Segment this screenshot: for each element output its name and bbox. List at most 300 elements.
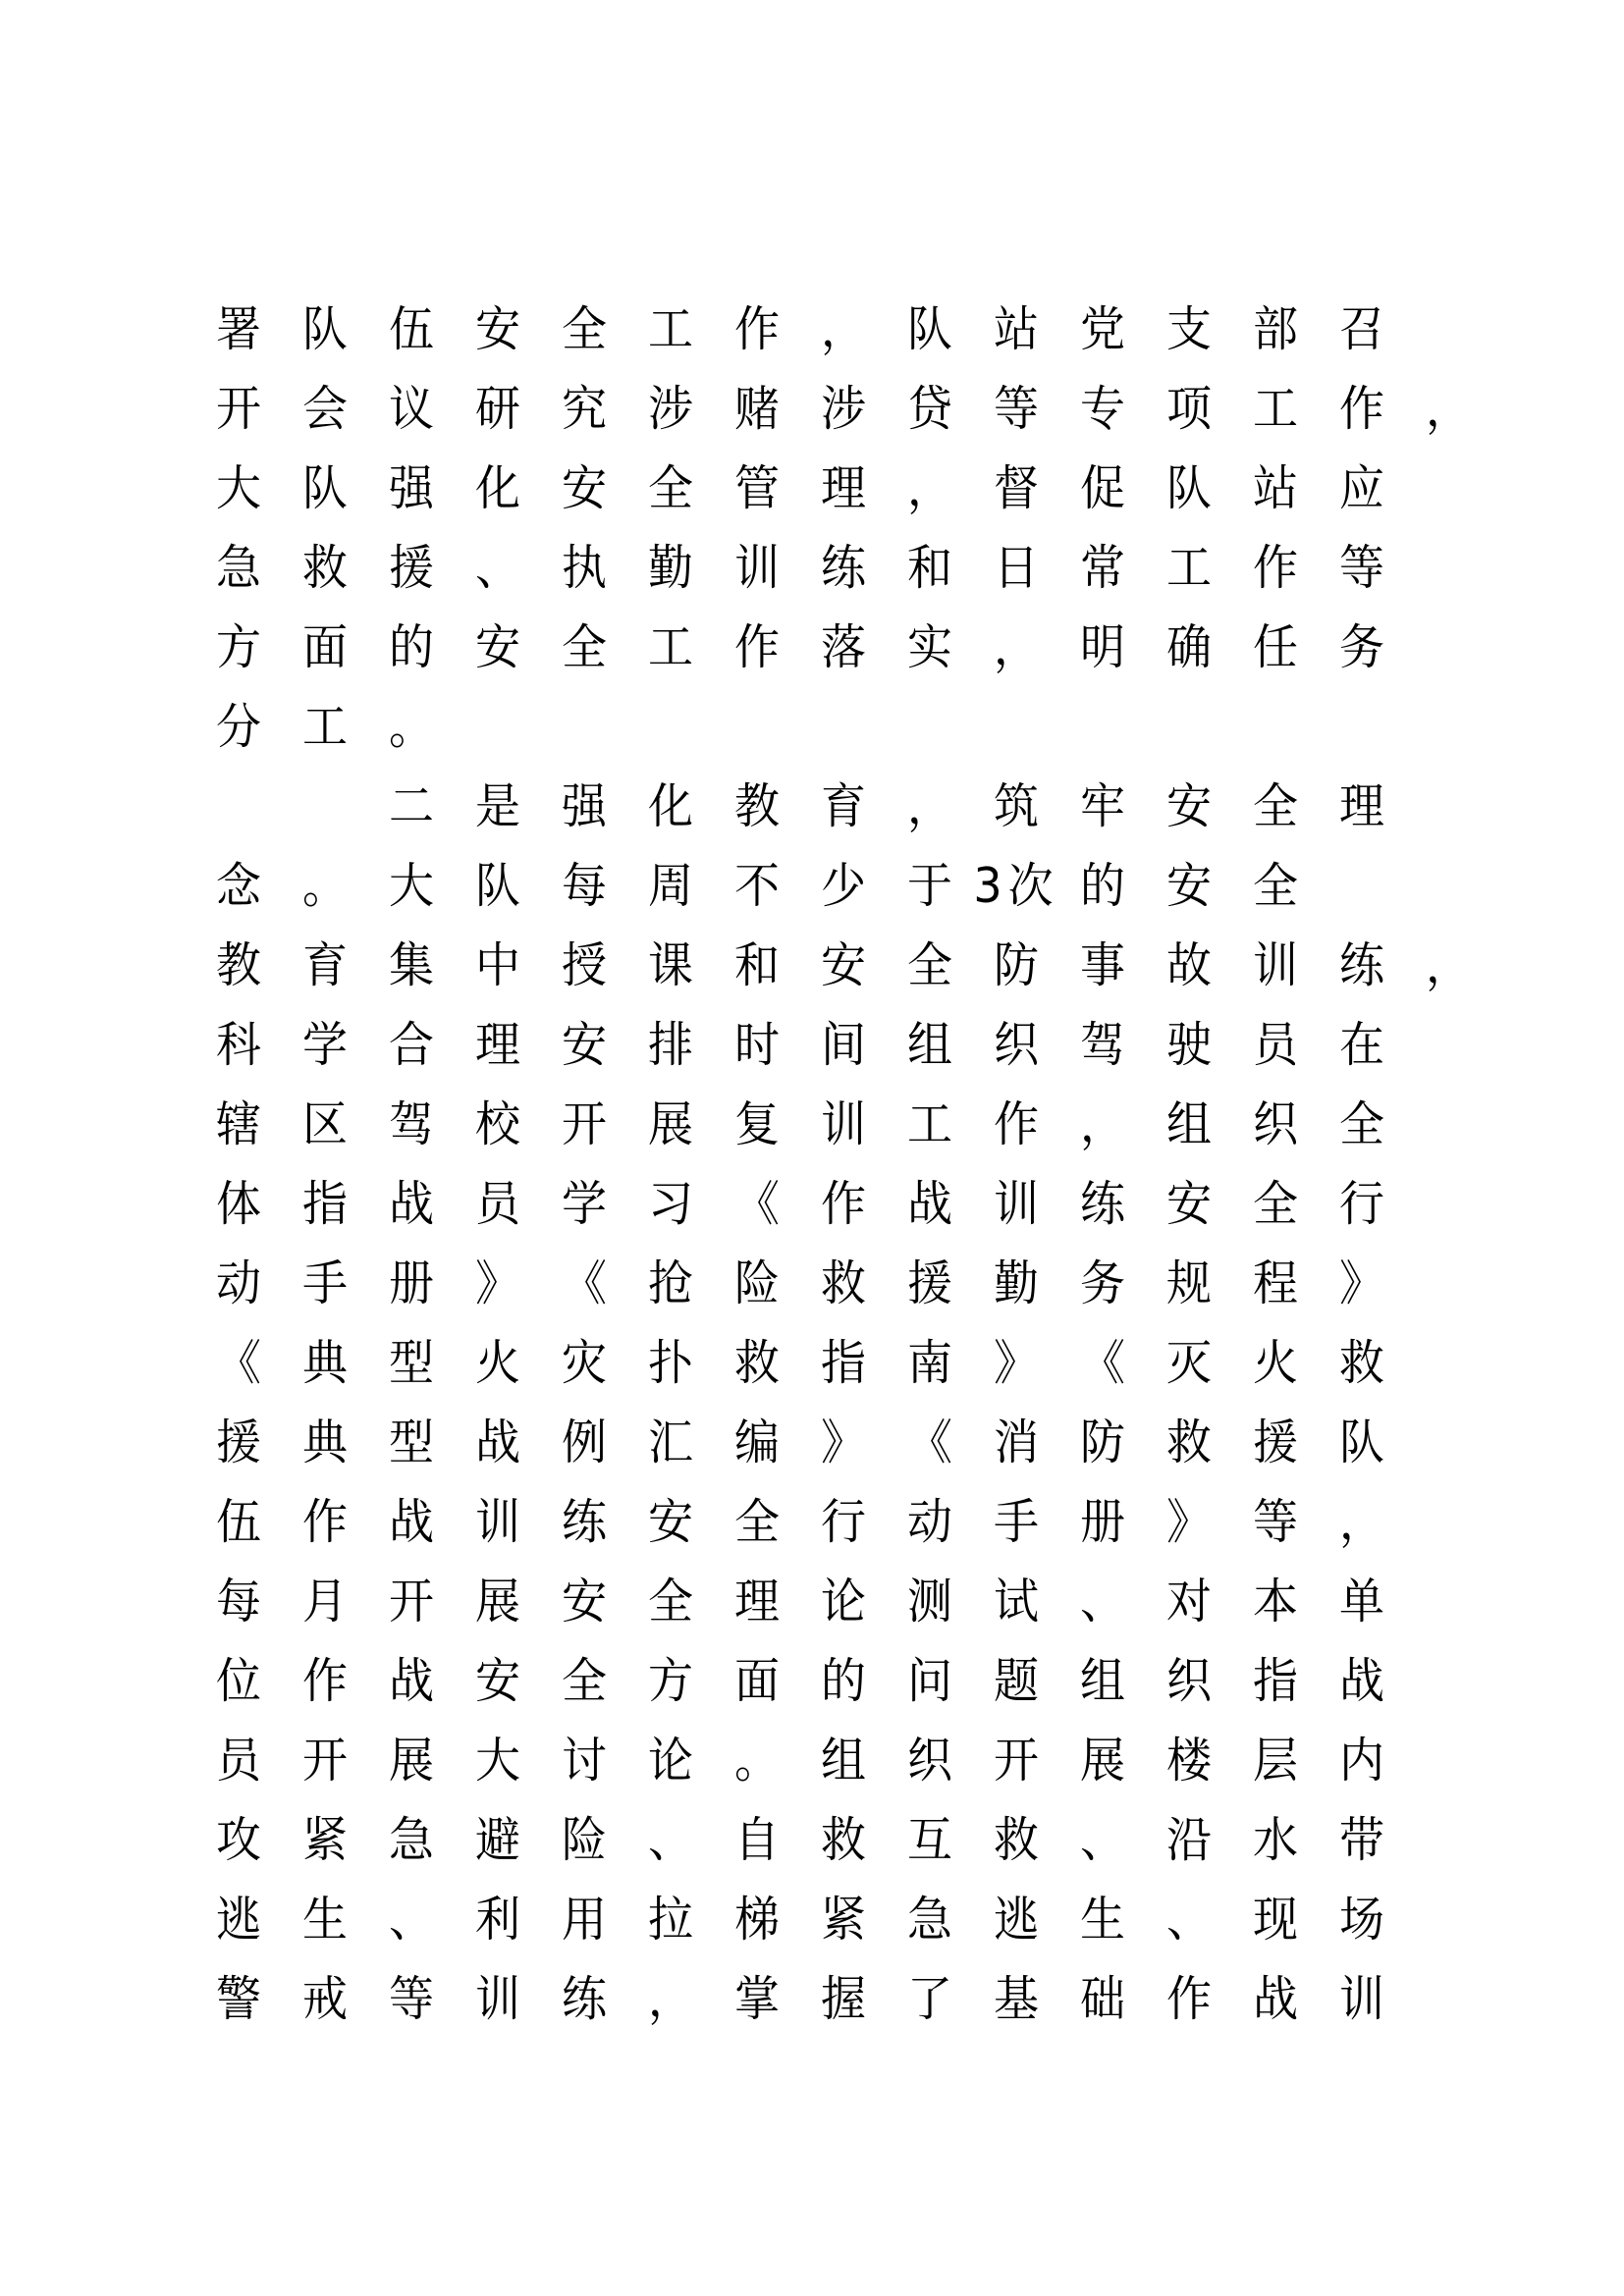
- text-char: 安: [562, 459, 607, 516]
- text-char: 内: [1339, 1732, 1384, 1789]
- text-char: 现: [1253, 1891, 1298, 1948]
- text-char: 确: [1166, 618, 1212, 675]
- text-char: 指: [1253, 1652, 1298, 1709]
- text-char: 训: [734, 539, 780, 596]
- text-char: 任: [1253, 618, 1298, 675]
- text-char: 面: [302, 618, 348, 675]
- text-char: 练: [562, 1493, 607, 1550]
- text-char: 二: [389, 777, 434, 834]
- text-char: 执: [562, 539, 607, 596]
- text-char: 、: [389, 1891, 434, 1948]
- text-char: 消: [994, 1414, 1039, 1470]
- text-char: 救: [821, 1811, 866, 1868]
- text-char: 署: [216, 300, 261, 357]
- text-char: 会: [302, 380, 348, 437]
- text-char: 动: [907, 1493, 952, 1550]
- text-char: 水: [1253, 1811, 1298, 1868]
- text-char: 织: [907, 1732, 952, 1789]
- text-char: 驶: [1166, 1016, 1212, 1073]
- text-line: [195, 1807, 1491, 1887]
- text-char: 驾: [1080, 1016, 1125, 1073]
- text-char: 楼: [1166, 1732, 1212, 1789]
- text-char: 场: [1339, 1891, 1384, 1948]
- text-char: 论: [821, 1573, 866, 1629]
- text-char: 和: [907, 539, 952, 596]
- text-char: 。: [389, 698, 434, 755]
- text-char: 组: [821, 1732, 866, 1789]
- text-char: 全: [562, 300, 607, 357]
- text-char: 于: [907, 857, 952, 914]
- text-char: 开: [216, 380, 261, 437]
- text-char: 灭: [1166, 1334, 1212, 1391]
- text-char: 在: [1339, 1016, 1384, 1073]
- text-char: 训: [1339, 1970, 1384, 2027]
- text-char: 议: [389, 380, 434, 437]
- text-char: 分: [216, 698, 261, 755]
- text-char: 掌: [734, 1970, 780, 2027]
- text-char: 全: [907, 936, 952, 993]
- text-char: 大: [389, 857, 434, 914]
- text-char: 援: [216, 1414, 261, 1470]
- text-char: 行: [821, 1493, 866, 1550]
- text-char: 安: [821, 936, 866, 993]
- text-char: 开: [562, 1095, 607, 1152]
- text-char: 题: [994, 1652, 1039, 1709]
- text-char: 型: [389, 1414, 434, 1470]
- text-char: 学: [562, 1175, 607, 1232]
- text-char: 全: [1253, 857, 1298, 914]
- text-char: 练: [1080, 1175, 1125, 1232]
- text-char: 强: [562, 777, 607, 834]
- text-char: 站: [1253, 459, 1298, 516]
- text-char: 典: [302, 1414, 348, 1470]
- text-char: 教: [216, 936, 261, 993]
- text-char: 救: [821, 1255, 866, 1311]
- text-char: 作: [734, 618, 780, 675]
- text-char: [195, 772, 282, 840]
- text-char: 和: [734, 936, 780, 993]
- text-char: 合: [389, 1016, 434, 1073]
- text-char: 驾: [389, 1095, 434, 1152]
- text-line: [195, 694, 1491, 774]
- text-char: 。: [302, 857, 348, 914]
- text-char: 急: [389, 1811, 434, 1868]
- text-line: [195, 1966, 1491, 2046]
- paragraph-heading-line: [195, 774, 1491, 853]
- text-char: 警: [216, 1970, 261, 2027]
- text-char: 勤: [994, 1255, 1039, 1311]
- text-char: 》: [1339, 1255, 1384, 1311]
- text-char: 编: [734, 1414, 780, 1470]
- text-line: [195, 1251, 1491, 1330]
- text-char: 汇: [648, 1414, 693, 1470]
- text-char: 常: [1080, 539, 1125, 596]
- text-char: 念: [216, 857, 261, 914]
- text-char: 安: [562, 1016, 607, 1073]
- text-char: 全: [1339, 1095, 1384, 1152]
- text-char: 战: [1253, 1970, 1298, 2027]
- text-char: 梯: [734, 1891, 780, 1948]
- text-char: 型: [389, 1334, 434, 1391]
- text-char: 全: [734, 1493, 780, 1550]
- text-char: 应: [1339, 459, 1384, 516]
- text-char: 等: [389, 1970, 434, 2027]
- text-char: 层: [1253, 1732, 1298, 1789]
- text-char: 涉: [648, 380, 693, 437]
- text-char: 促: [1080, 459, 1125, 516]
- body-text: [195, 296, 1491, 2046]
- text-char: 》: [821, 1414, 866, 1470]
- text-char: 区: [302, 1095, 348, 1152]
- text-char: 指: [302, 1175, 348, 1232]
- text-char: 安: [562, 1573, 607, 1629]
- text-char: 防: [1080, 1414, 1125, 1470]
- text-char: 员: [1253, 1016, 1298, 1073]
- text-char: 战: [389, 1652, 434, 1709]
- text-char: 作: [734, 300, 780, 357]
- text-char: 体: [216, 1175, 261, 1232]
- text-char: 练: [821, 539, 866, 596]
- text-char: 队: [302, 459, 348, 516]
- text-char: 讨: [562, 1732, 607, 1789]
- text-char: 》: [1166, 1493, 1212, 1550]
- text-char: 党: [1080, 300, 1125, 357]
- text-line: [195, 933, 1491, 1012]
- text-char: 伍: [216, 1493, 261, 1550]
- text-char: 础: [1080, 1970, 1125, 2027]
- text-char: 3次: [973, 857, 1059, 914]
- text-char: 筑: [994, 777, 1039, 834]
- text-char: 训: [475, 1493, 520, 1550]
- text-char: 教: [734, 777, 780, 834]
- text-char: ，: [1426, 380, 1471, 437]
- text-char: 大: [216, 459, 261, 516]
- text-char: 召: [1339, 300, 1384, 357]
- text-char: 安: [1166, 1175, 1212, 1232]
- text-char: 理: [1339, 777, 1384, 834]
- text-char: 勤: [648, 539, 693, 596]
- text-char: 织: [994, 1016, 1039, 1073]
- text-char: 排: [648, 1016, 693, 1073]
- text-char: 强: [389, 459, 434, 516]
- text-char: 不: [734, 857, 780, 914]
- text-char: 行: [1339, 1175, 1384, 1232]
- text-char: 、: [1166, 1891, 1212, 1948]
- text-char: 组: [1080, 1652, 1125, 1709]
- text-line: [195, 1171, 1491, 1251]
- text-char: 等: [1253, 1493, 1298, 1550]
- text-char: 》: [994, 1334, 1039, 1391]
- text-char: ，: [907, 777, 952, 834]
- text-char: 援: [1253, 1414, 1298, 1470]
- text-char: 科: [216, 1016, 261, 1073]
- text-char: 册: [1080, 1493, 1125, 1550]
- text-line: [195, 1569, 1491, 1648]
- text-char: 工: [1166, 539, 1212, 596]
- text-char: 火: [1253, 1334, 1298, 1391]
- text-char: 工: [907, 1095, 952, 1152]
- text-char: 指: [821, 1334, 866, 1391]
- text-char: 测: [907, 1573, 952, 1629]
- text-char: 自: [734, 1811, 780, 1868]
- text-line: [195, 296, 1491, 376]
- text-char: 《: [907, 1414, 952, 1470]
- text-char: 急: [216, 539, 261, 596]
- text-char: 等: [1339, 539, 1384, 596]
- text-char: 展: [648, 1095, 693, 1152]
- text-char: 开: [302, 1732, 348, 1789]
- text-char: 中: [475, 936, 520, 993]
- text-char: 作: [821, 1175, 866, 1232]
- text-char: 》: [475, 1255, 520, 1311]
- text-char: 育: [821, 777, 866, 834]
- text-char: 练: [1339, 936, 1384, 993]
- text-char: 作: [1339, 380, 1384, 437]
- text-char: 作: [302, 1652, 348, 1709]
- text-char: 扑: [648, 1334, 693, 1391]
- text-line: [195, 535, 1491, 614]
- text-char: 、: [1080, 1811, 1125, 1868]
- text-line: [195, 1330, 1491, 1410]
- text-char: 试: [994, 1573, 1039, 1629]
- text-char: 战: [389, 1493, 434, 1550]
- text-char: 安: [475, 300, 520, 357]
- text-char: 周: [648, 857, 693, 914]
- text-char: 沿: [1166, 1811, 1212, 1868]
- text-char: 手: [302, 1255, 348, 1311]
- text-char: 全: [562, 1652, 607, 1709]
- text-char: 方: [648, 1652, 693, 1709]
- text-char: 工: [648, 618, 693, 675]
- text-char: 规: [1166, 1255, 1212, 1311]
- text-char: 攻: [216, 1811, 261, 1868]
- text-char: 理: [821, 459, 866, 516]
- text-char: 对: [1166, 1573, 1212, 1629]
- text-char: 全: [562, 618, 607, 675]
- text-char: 习: [648, 1175, 693, 1232]
- text-char: 训: [475, 1970, 520, 2027]
- text-line: [195, 1092, 1491, 1171]
- text-char: 事: [1080, 936, 1125, 993]
- text-char: 战: [1339, 1652, 1384, 1709]
- text-char: 救: [1339, 1334, 1384, 1391]
- text-char: 练: [562, 1970, 607, 2027]
- text-char: 防: [994, 936, 1039, 993]
- text-char: 本: [1253, 1573, 1298, 1629]
- text-char: 生: [302, 1891, 348, 1948]
- text-char: 、: [648, 1811, 693, 1868]
- text-char: 贷: [907, 380, 952, 437]
- text-char: 逃: [994, 1891, 1039, 1948]
- text-char: 赌: [734, 380, 780, 437]
- text-char: 互: [907, 1811, 952, 1868]
- text-char: 的: [389, 618, 434, 675]
- text-char: 全: [648, 459, 693, 516]
- text-char: 队: [475, 857, 520, 914]
- text-char: 南: [907, 1334, 952, 1391]
- text-char: 校: [475, 1095, 520, 1152]
- text-char: 每: [216, 1573, 261, 1629]
- text-char: 、: [475, 539, 520, 596]
- text-char: ，: [648, 1970, 693, 2027]
- text-char: 大: [475, 1732, 520, 1789]
- text-char: 时: [734, 1016, 780, 1073]
- text-char: 每: [562, 857, 607, 914]
- text-char: 复: [734, 1095, 780, 1152]
- text-char: 拉: [648, 1891, 693, 1948]
- text-char: 授: [562, 936, 607, 993]
- text-char: 育: [302, 936, 348, 993]
- text-char: 急: [907, 1891, 952, 1948]
- text-char: 开: [994, 1732, 1039, 1789]
- text-char: 理: [475, 1016, 520, 1073]
- text-char: 辖: [216, 1095, 261, 1152]
- text-char: 火: [475, 1334, 520, 1391]
- text-char: 间: [821, 1016, 866, 1073]
- text-char: 避: [475, 1811, 520, 1868]
- text-line: [195, 1489, 1491, 1569]
- text-char: 方: [216, 618, 261, 675]
- text-char: 究: [562, 380, 607, 437]
- text-line: [195, 1648, 1491, 1728]
- text-char: 训: [994, 1175, 1039, 1232]
- text-char: 队: [907, 300, 952, 357]
- text-char: 了: [907, 1970, 952, 2027]
- text-char: 全: [1253, 777, 1298, 834]
- text-char: [282, 772, 368, 840]
- text-char: 明: [1080, 618, 1125, 675]
- text-char: 基: [994, 1970, 1039, 2027]
- text-char: 务: [1339, 618, 1384, 675]
- text-char: 展: [1080, 1732, 1125, 1789]
- text-char: 故: [1166, 936, 1212, 993]
- text-char: ，: [1426, 936, 1471, 993]
- text-char: 涉: [821, 380, 866, 437]
- text-char: 救: [1166, 1414, 1212, 1470]
- text-char: 《: [734, 1175, 780, 1232]
- text-char: 学: [302, 1016, 348, 1073]
- text-char: ，: [1080, 1095, 1125, 1152]
- text-char: 督: [994, 459, 1039, 516]
- text-char: 队: [302, 300, 348, 357]
- text-char: 论: [648, 1732, 693, 1789]
- text-char: 员: [216, 1732, 261, 1789]
- text-char: 织: [1166, 1652, 1212, 1709]
- text-char: 站: [994, 300, 1039, 357]
- text-char: 全: [1253, 1175, 1298, 1232]
- text-char: 《: [1080, 1334, 1125, 1391]
- text-char: 救: [994, 1811, 1039, 1868]
- text-char: 部: [1253, 300, 1298, 357]
- text-char: 展: [389, 1732, 434, 1789]
- text-char: 利: [475, 1891, 520, 1948]
- text-char: 程: [1253, 1255, 1298, 1311]
- text-char: 等: [994, 380, 1039, 437]
- text-char: 逃: [216, 1891, 261, 1948]
- text-char: 化: [475, 459, 520, 516]
- text-char: 戒: [302, 1970, 348, 2027]
- text-char: 支: [1166, 300, 1212, 357]
- text-char: 作: [1253, 539, 1298, 596]
- text-char: 专: [1080, 380, 1125, 437]
- text-char: 队: [1166, 459, 1212, 516]
- text-char: 工: [648, 300, 693, 357]
- text-char: 队: [1339, 1414, 1384, 1470]
- text-char: 援: [907, 1255, 952, 1311]
- text-char: 握: [821, 1970, 866, 2027]
- text-line: [195, 614, 1491, 694]
- text-char: 开: [389, 1573, 434, 1629]
- text-char: 动: [216, 1255, 261, 1311]
- text-line: [195, 455, 1491, 535]
- text-char: 用: [562, 1891, 607, 1948]
- text-char: 训: [1253, 936, 1298, 993]
- text-char: 化: [648, 777, 693, 834]
- text-char: 安: [1166, 777, 1212, 834]
- text-char: 员: [475, 1175, 520, 1232]
- text-char: 带: [1339, 1811, 1384, 1868]
- text-char: 作: [302, 1493, 348, 1550]
- text-char: 手: [994, 1493, 1039, 1550]
- text-char: 紧: [821, 1891, 866, 1948]
- text-char: 册: [389, 1255, 434, 1311]
- text-char: 展: [475, 1573, 520, 1629]
- text-char: 工: [1253, 380, 1298, 437]
- text-char: 工: [302, 698, 348, 755]
- text-char: 集: [389, 936, 434, 993]
- text-char: 《: [562, 1255, 607, 1311]
- text-char: 生: [1080, 1891, 1125, 1948]
- text-char: 研: [475, 380, 520, 437]
- text-char: 落: [821, 618, 866, 675]
- text-char: 《: [216, 1334, 261, 1391]
- text-char: 安: [475, 1652, 520, 1709]
- text-char: 救: [734, 1334, 780, 1391]
- text-line: [195, 376, 1491, 455]
- text-char: 牢: [1080, 777, 1125, 834]
- text-char: 安: [1166, 857, 1212, 914]
- text-char: 的: [1080, 857, 1125, 914]
- text-char: 织: [1253, 1095, 1298, 1152]
- text-line: [195, 1410, 1491, 1489]
- text-char: 作: [1166, 1970, 1212, 2027]
- text-char: ，: [1339, 1493, 1384, 1550]
- text-char: 项: [1166, 380, 1212, 437]
- text-line: [195, 853, 1491, 933]
- text-char: 月: [302, 1573, 348, 1629]
- text-char: ，: [994, 618, 1039, 675]
- text-char: 安: [475, 618, 520, 675]
- text-char: 面: [734, 1652, 780, 1709]
- text-char: 组: [907, 1016, 952, 1073]
- text-char: 抢: [648, 1255, 693, 1311]
- text-char: 务: [1080, 1255, 1125, 1311]
- text-char: 少: [821, 857, 866, 914]
- text-char: 典: [302, 1334, 348, 1391]
- text-char: 单: [1339, 1573, 1384, 1629]
- text-char: 紧: [302, 1811, 348, 1868]
- text-char: 战: [907, 1175, 952, 1232]
- text-char: ，: [907, 459, 952, 516]
- text-char: 管: [734, 459, 780, 516]
- text-char: 战: [475, 1414, 520, 1470]
- text-char: 援: [389, 539, 434, 596]
- text-char: 训: [821, 1095, 866, 1152]
- text-char: 是: [475, 777, 520, 834]
- text-char: 组: [1166, 1095, 1212, 1152]
- text-line: [195, 1012, 1491, 1092]
- text-char: 例: [562, 1414, 607, 1470]
